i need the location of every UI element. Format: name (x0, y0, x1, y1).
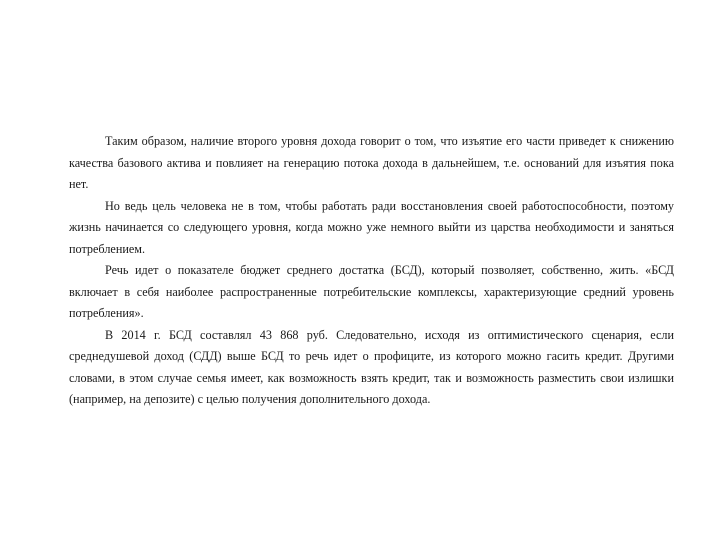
paragraph-4: В 2014 г. БСД составлял 43 868 руб. Следовательно, исходя из оптимистического сценария, если среднедушевой доход (СДД) выше БСД то речь идет о профиците, из которого можно гасить кредит. Другими словами, в этом случае семья имеет, как возможность взять кредит, так и возможность разместить свои излишки (например, на депозите) с целью получения дополнительного дохода. (69, 327, 674, 406)
paragraph-1: Таким образом, наличие второго уровня дохода говорит о том, что изъятие его части приведет к снижению качества базового актива и повлияет на генерацию потока дохода в дальнейшем, т.е. оснований для изъятия пока нет. (69, 134, 674, 191)
paragraph-2: Но ведь цель человека не в том, чтобы работать ради восстановления своей работоспособности, поэтому жизнь начинается со следующего уровня, когда можно уже немного выйти из царства необходимости и заняться потреблением. (69, 198, 674, 256)
paragraph-3: Речь идет о показателе бюджет среднего достатка (БСД), который позволяет, собственно, жить. «БСД включает в себя наиболее распространенные потребительские комплексы, характеризующие средний уровень потребления». (69, 263, 674, 320)
document-body (69, 131, 674, 411)
